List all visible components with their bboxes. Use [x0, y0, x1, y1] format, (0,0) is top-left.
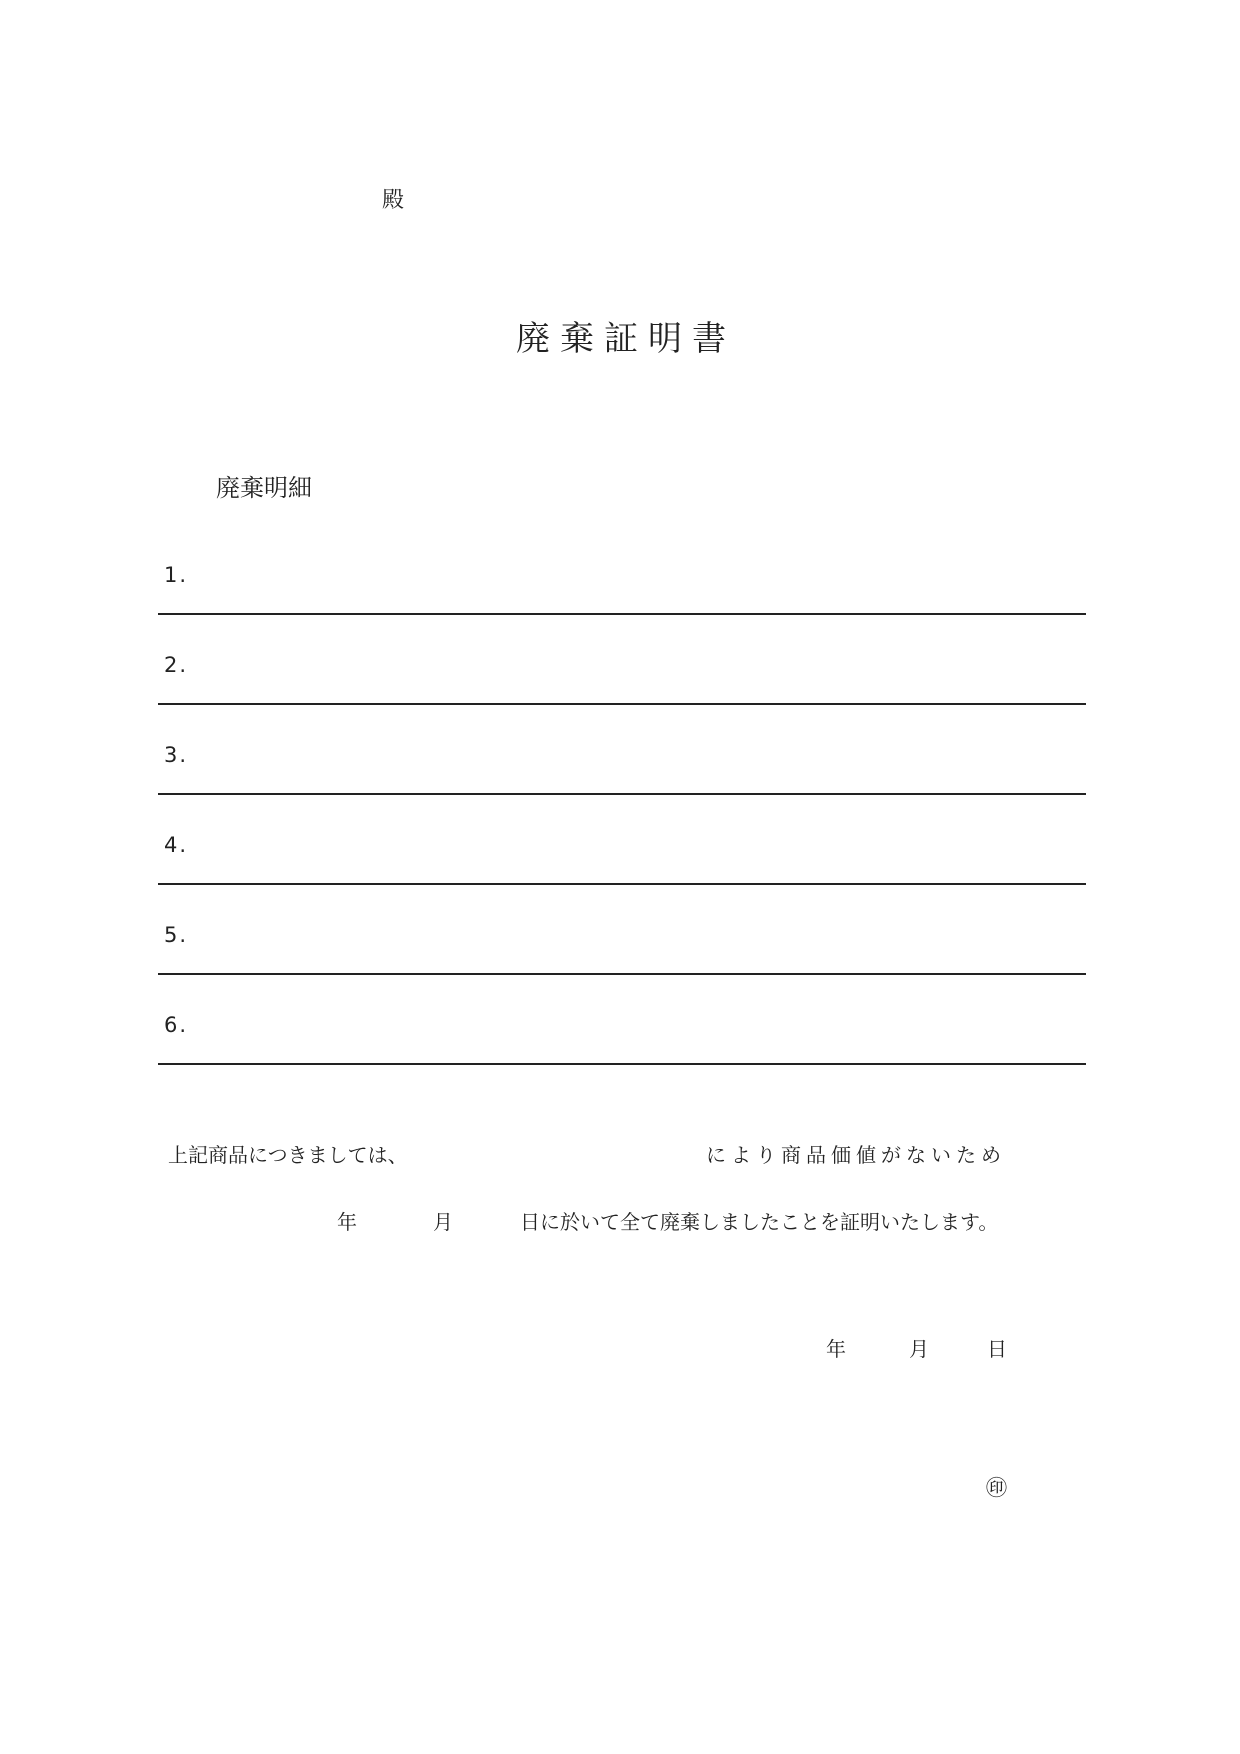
disposal-item-row-3	[158, 705, 1086, 795]
item-write-line	[158, 1063, 1086, 1065]
disposal-item-row-2	[158, 615, 1086, 705]
item-number: 3.	[164, 743, 189, 767]
statement-line2-end: 日に於いて全て廃棄しましたことを証明いたします。	[520, 1210, 999, 1234]
signature-month-label: 月	[909, 1337, 929, 1361]
item-number: 2.	[164, 653, 189, 677]
statement-month-label: 月	[433, 1210, 453, 1234]
signature-day-label: 日	[987, 1337, 1007, 1361]
signature-year-label: 年	[826, 1337, 846, 1361]
item-number: 4.	[164, 833, 189, 857]
item-number: 6.	[164, 1013, 189, 1037]
disposal-item-row-1	[158, 525, 1086, 615]
seal-mark-icon: ㊞	[986, 1476, 1007, 1500]
disposal-item-row-5	[158, 885, 1086, 975]
section-heading: 廃棄明細	[216, 474, 312, 502]
document-title: 廃棄証明書	[516, 319, 736, 359]
addressee-suffix: 殿	[382, 188, 405, 213]
statement-line1-end: により商品価値がないため	[706, 1143, 1006, 1167]
item-number: 1.	[164, 563, 189, 587]
disposal-item-row-4	[158, 795, 1086, 885]
statement-year-label: 年	[337, 1210, 357, 1234]
statement-line1-start: 上記商品につきましては、	[168, 1143, 408, 1167]
disposal-item-row-6	[158, 975, 1086, 1065]
item-number: 5.	[164, 923, 189, 947]
